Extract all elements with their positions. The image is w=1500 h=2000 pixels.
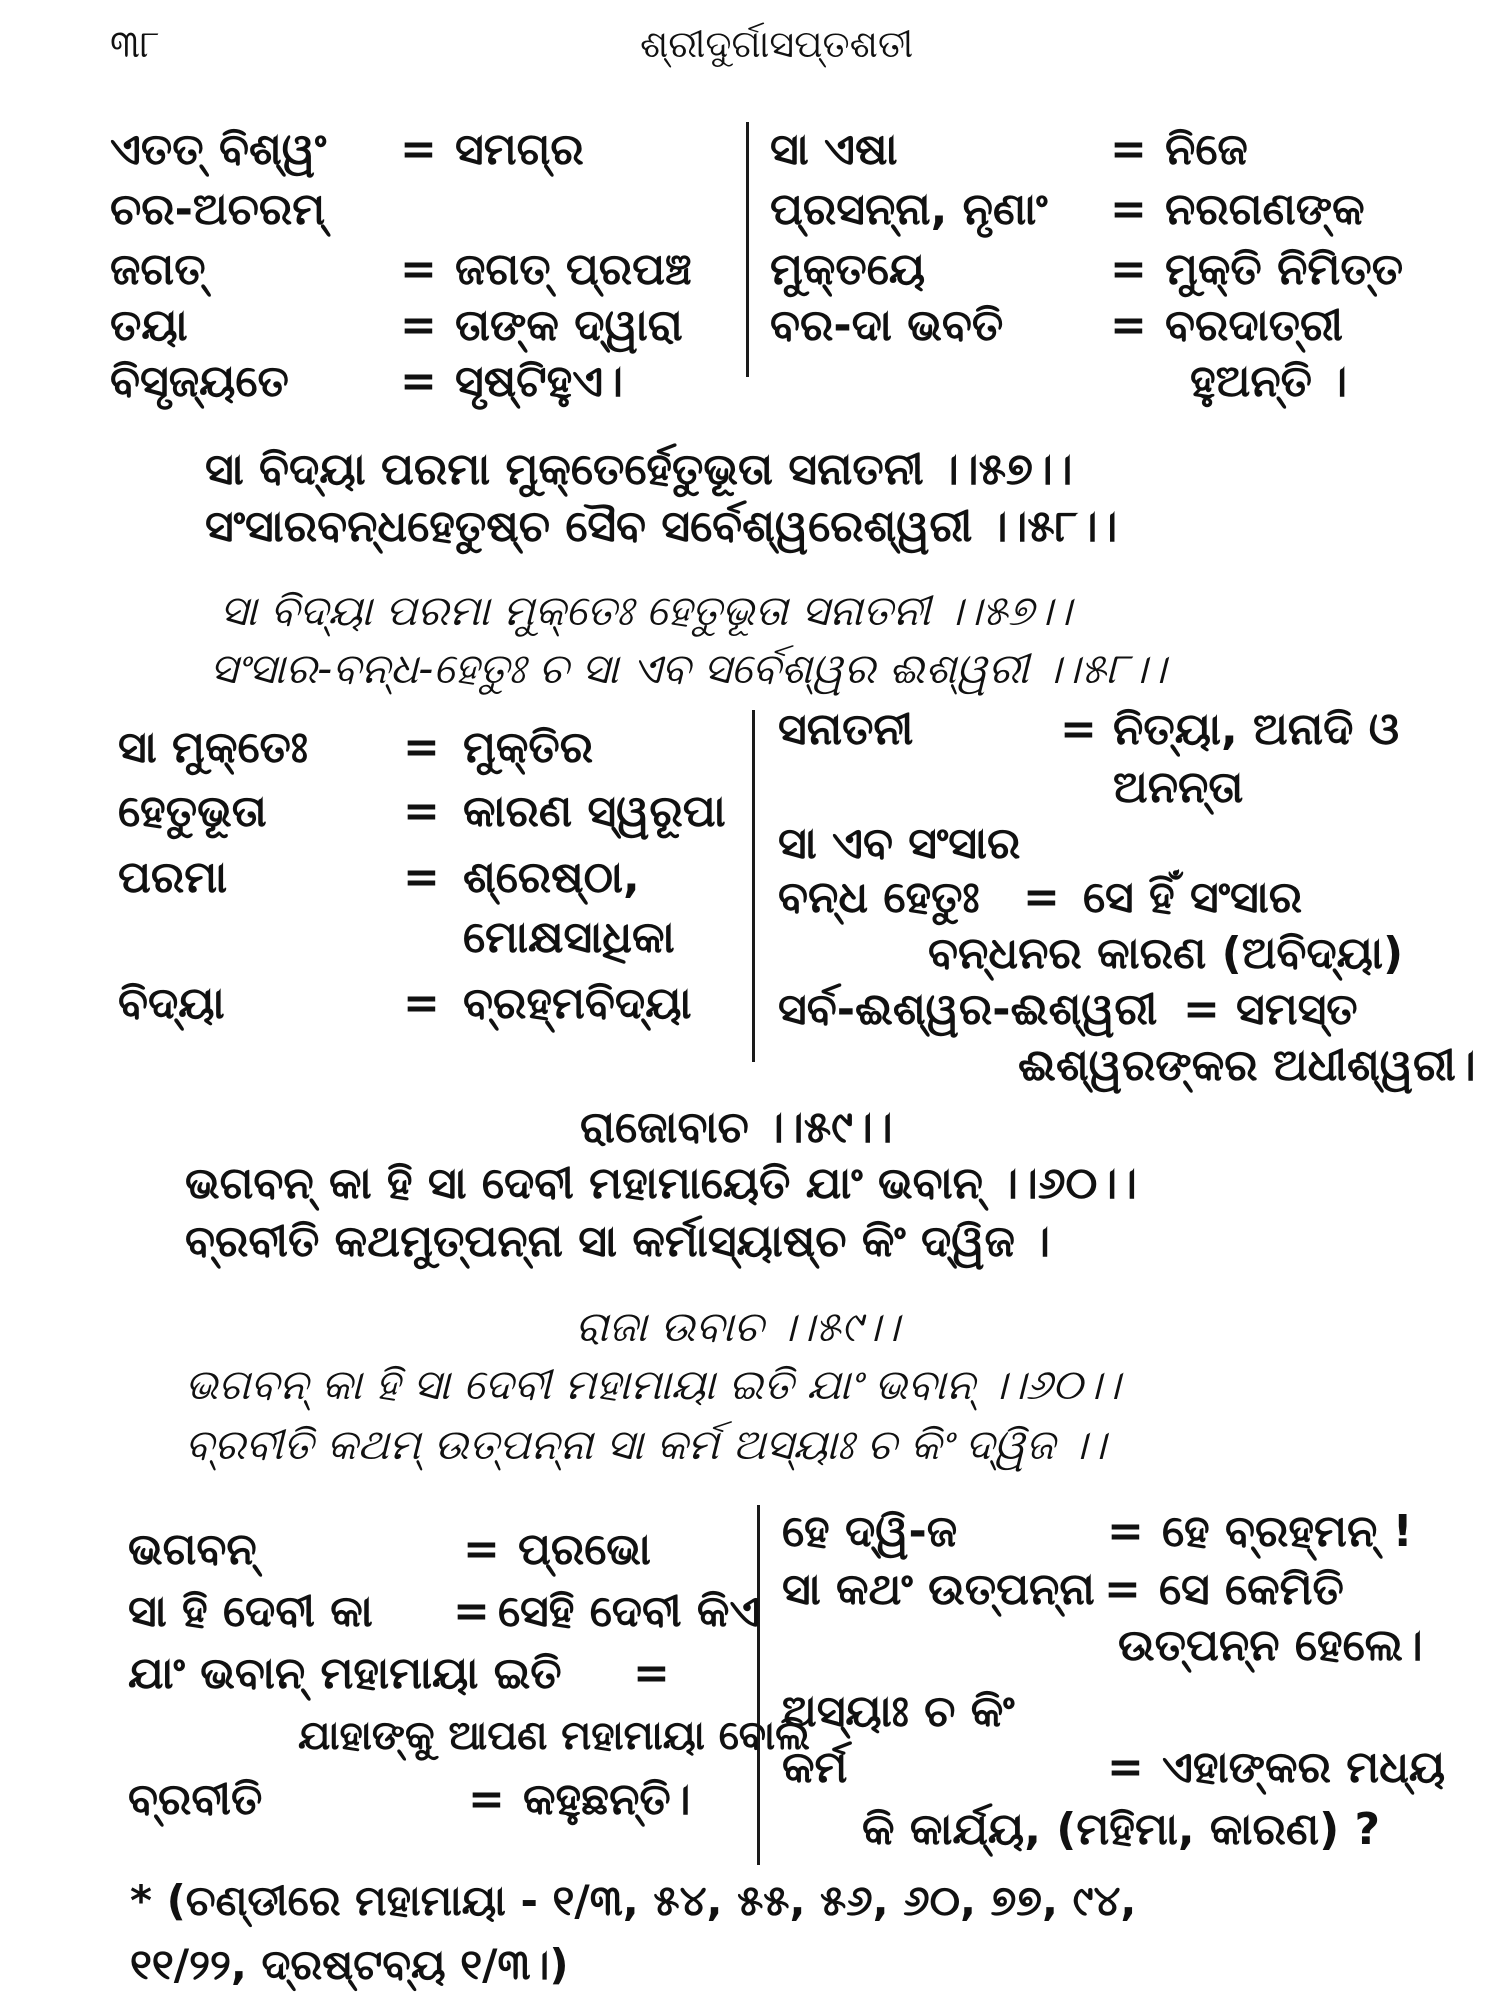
glossary-continuation: ବନ୍ଧନର କାରଣ (ଅବିଦ୍ୟା) [928,928,1404,979]
verse-split-line: ବ୍ରବୀତି କଥମ୍ ଉତ୍ପନ୍ନା ସା କର୍ମ ଅସ୍ୟାଃ ଚ କିଂ ଦ୍ୱିଜ ।। [185,1420,1106,1469]
verse-split-line: ସା ବିଦ୍ୟା ପରମା ମୁକ୍ତେଃ ହେତୁଭୂତା ସନାତନୀ ।।୫୭।। [220,586,1072,635]
glossary-continuation: ମୋକ୍ଷସାଧିକା [463,912,675,963]
verse-line: ବ୍ରବୀତି କଥମୁତ୍ପନ୍ନା ସା କର୍ମାସ୍ୟାଷ୍ଚ କିଂ ଦ୍ୱିଜ । [185,1216,1051,1267]
glossary-continuation: କି କାର୍ଯ୍ୟ, (ମହିମା, କାରଣ) ? [862,1804,1381,1855]
glossary-continuation: ଈଶ୍ୱରଙ୍କର ଅଧୀଶ୍ୱରୀ। [1018,1040,1476,1091]
column-divider [752,710,755,1062]
verse-heading: ରାଜୋବାଚ ।।୫୯।। [580,1102,893,1153]
glossary-continuation: ଅନନ୍ତା [1113,762,1244,813]
footnote: * (ଚଣ୍ଡୀରେ ମହାମାୟା - ୧/୩, ୫୪, ୫୫, ୫୬, ୬୦, ୭୭, ୯୪, [130,1876,1137,1925]
verse-line: ସଂସାରବନ୍ଧହେତୁଷ୍ଚ ସୈବ ସର୍ବେଶ୍ୱରେଶ୍ୱରୀ ।।୫୮।। [205,501,1118,552]
page-number: ୩୮ [110,22,160,66]
column-divider [746,122,749,377]
verse-split-line: ସଂସାର-ବନ୍ଧ-ହେତୁଃ ଚ ସା ଏବ ସର୍ବେଶ୍ୱର ଈଶ୍ୱରୀ ।।୫୮।। [210,644,1167,693]
glossary-continuation: ଉତ୍ପନ୍ନ ହେଲେ। [1118,1620,1423,1671]
verse-line: ଭଗବନ୍ କା ହି ସା ଦେବୀ ମହାମାୟେତି ଯାଂ ଭବାନ୍ ।।୬୦।। [185,1158,1137,1209]
verse-split-heading: ରାଜା ଉବାଚ ।।୫୯।। [575,1302,900,1351]
glossary-continuation: ହୁଅନ୍ତି । [1190,356,1348,407]
glossary-continuation: ଯାହାଙ୍କୁ ଆପଣ ମହାମାୟା ବୋଲି [298,1713,810,1759]
page-title: ଶ୍ରୀଦୁର୍ଗାସପ୍ତଶତୀ [640,22,914,66]
verse-split-line: ଭଗବନ୍ କା ହି ସା ଦେବୀ ମହାମାୟା ଇତି ଯାଂ ଭବାନ୍ ।।୬୦।। [185,1360,1121,1409]
verse-line: ସା ବିଦ୍ୟା ପରମା ମୁକ୍ତେର୍ହେତୁଭୂତା ସନାତନୀ ।।୫୭।। [205,444,1073,495]
column-divider [757,1505,760,1865]
footnote: ୧୧/୨୨, ଦ୍ରଷ୍ଟବ୍ୟ ୧/୩।) [130,1940,569,1989]
